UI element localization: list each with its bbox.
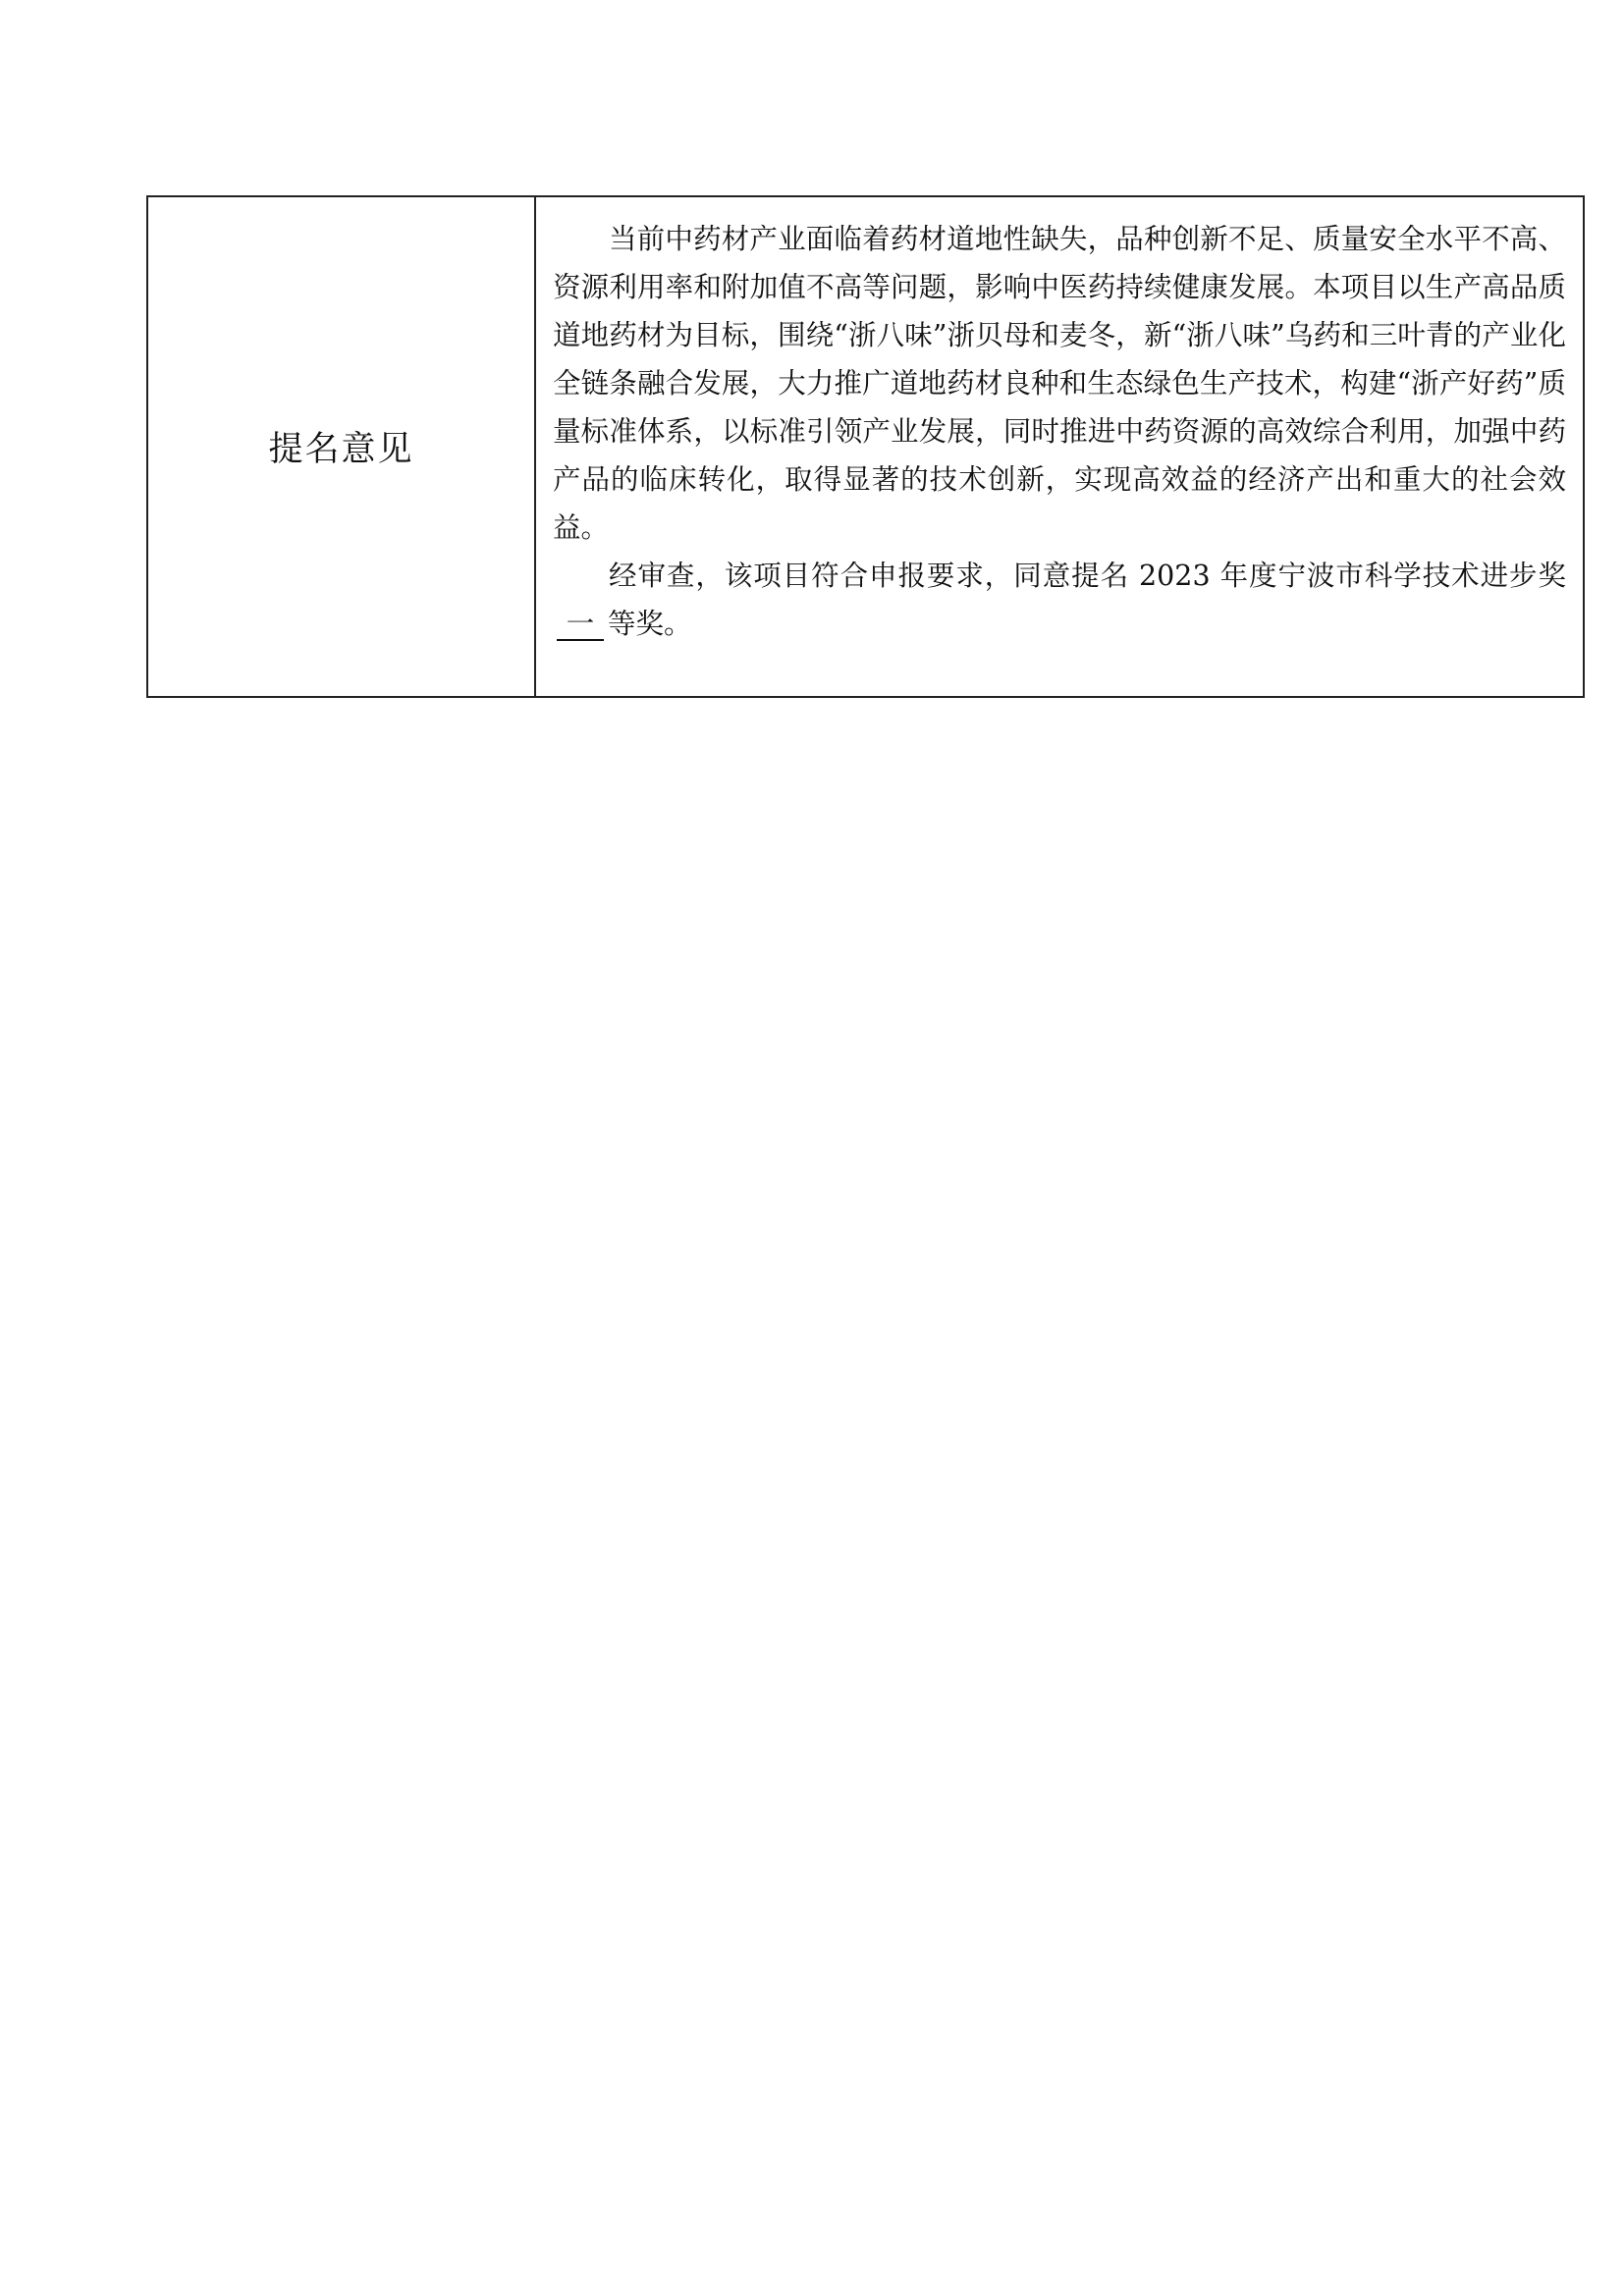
approval-text: 经审查，该项目符合申报要求，同意提名 2023 年度宁波市科学技术进步奖 bbox=[609, 560, 1566, 592]
award-grade: 一 bbox=[557, 610, 604, 641]
approval-suffix: 等奖。 bbox=[608, 608, 692, 640]
approval-paragraph bbox=[553, 552, 1566, 648]
opinion-paragraph: 当前中药材产业面临着药材道地性缺失，品种创新不足、质量安全水平不高、资源利用率和附加值不高等问题，影响中医药持续健康发展。本项目以生产高品质道地药材为目标，围绕“浙八味”浙贝母和麦冬，新“浙八味”乌药和三叶青的产业化全链条融合发展，大力推广道地药材良种和生态绿色生产技术，构建“浙产好药”质量标准体系，以标准引领产业发展，同时推进中药资源的高效综合利用，加强中药产品的临床转化，取得显著的技术创新，实现高效益的经济产出和重大的社会效益。 bbox=[553, 223, 1566, 544]
nomination-opinion-cell bbox=[535, 196, 1584, 697]
nomination-row bbox=[147, 196, 1584, 697]
nomination-label: 提名意见 bbox=[147, 196, 535, 697]
nomination-table bbox=[146, 195, 1585, 698]
